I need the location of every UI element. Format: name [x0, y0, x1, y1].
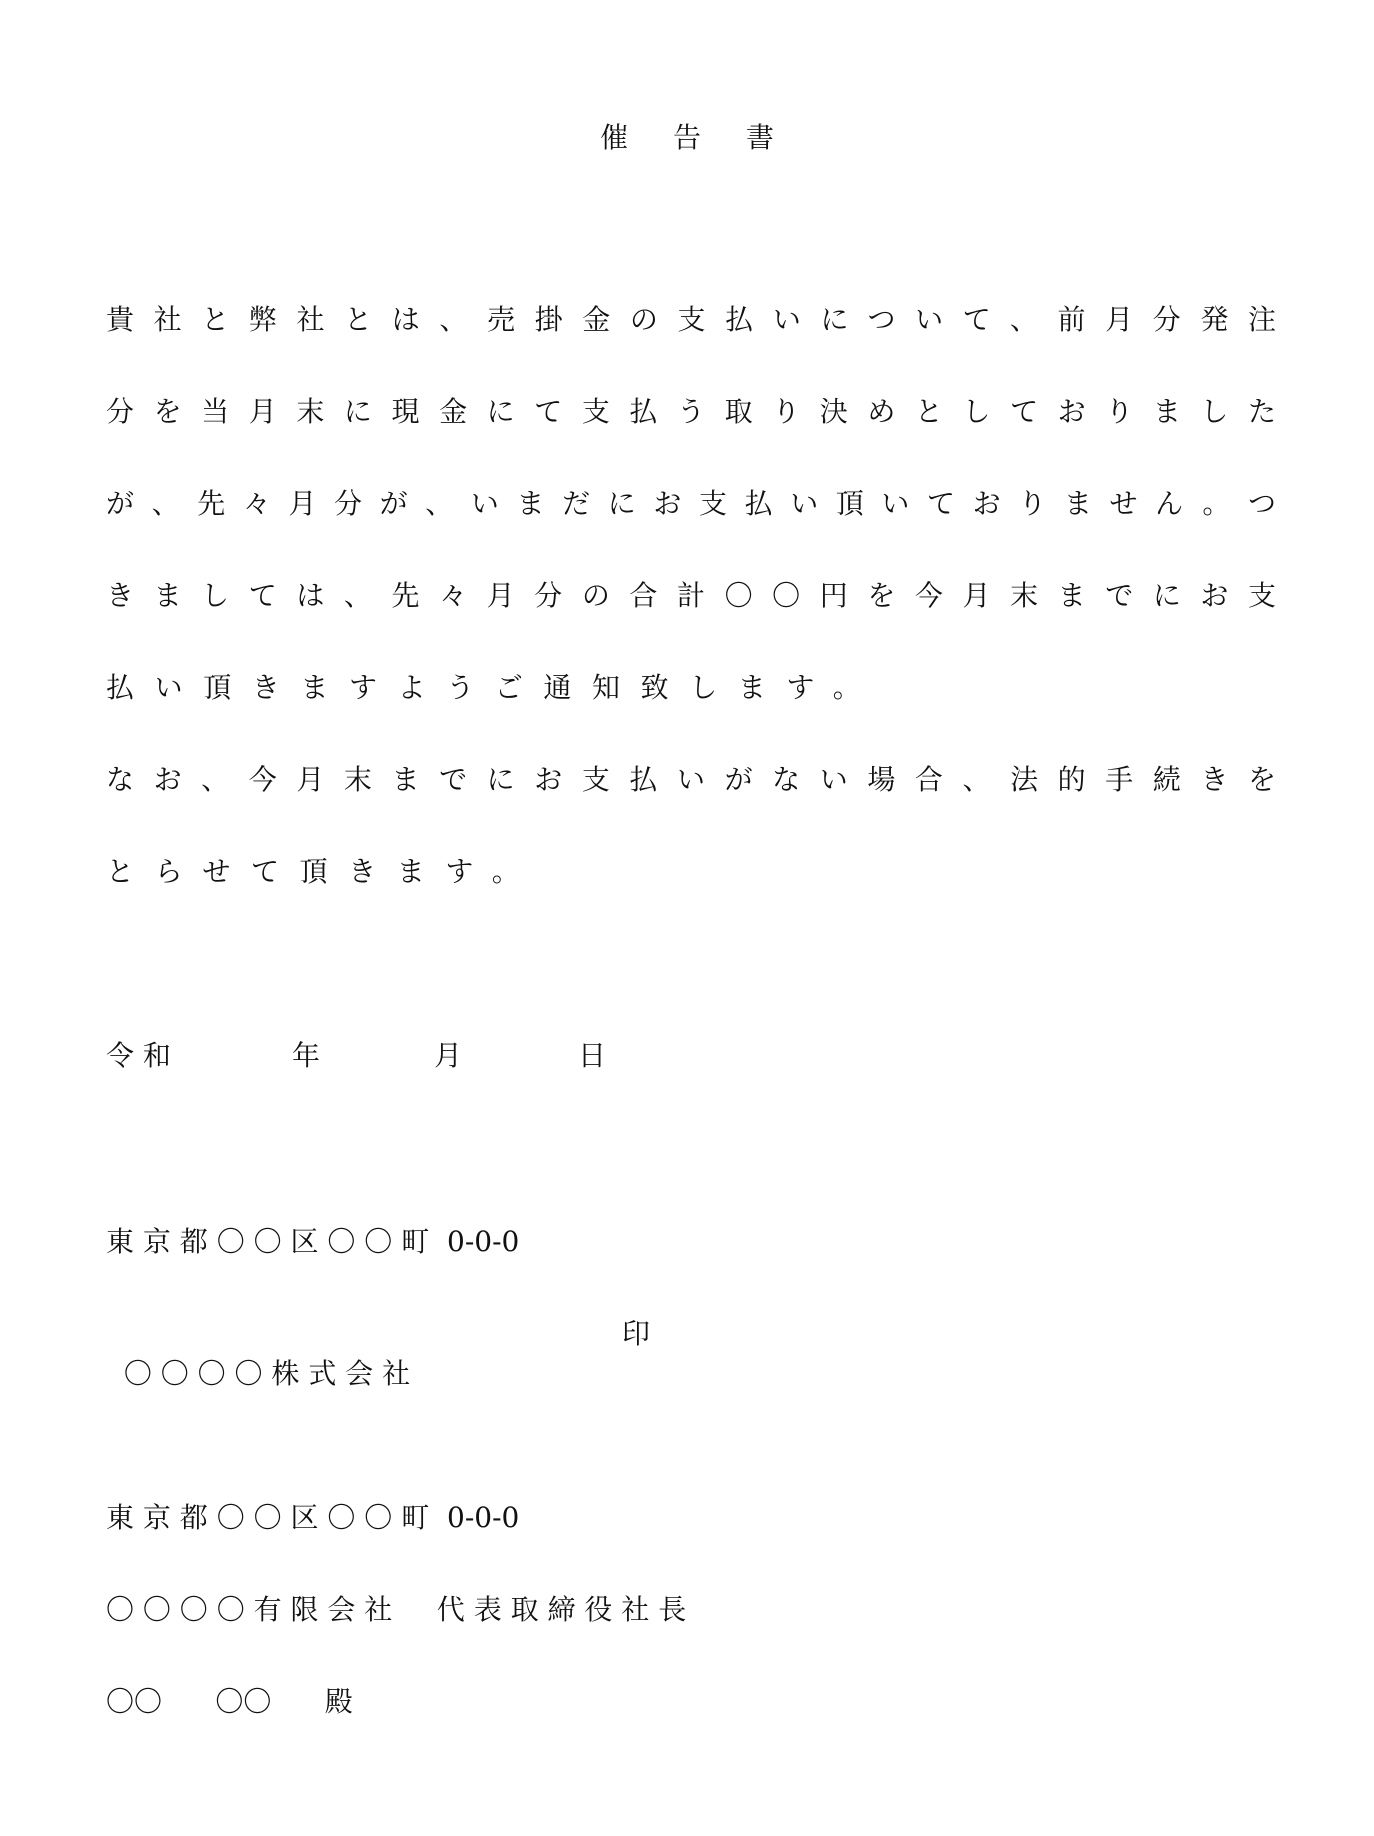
date-year: 年 — [292, 1039, 321, 1072]
seal-mark: 印 — [622, 1317, 651, 1350]
body-line-1: 貴社と弊社とは、売掛金の支払いについて、前月分発注 — [106, 303, 1276, 336]
body-line-3: が、先々月分が、いまだにお支払い頂いておりません。つ — [106, 487, 1276, 520]
recipient-name: 〇〇 〇〇 殿 — [106, 1685, 353, 1718]
date-month: 月 — [434, 1039, 463, 1072]
sender-address: 東 京 都 〇 〇 区 〇 〇 町 0-0-0 — [106, 1225, 520, 1258]
body-line-7: とらせて頂きます。 — [106, 855, 541, 888]
recipient-address: 東 京 都 〇 〇 区 〇 〇 町 0-0-0 — [106, 1501, 520, 1534]
date-era: 令 和 — [106, 1039, 171, 1072]
recipient-company-title: 〇 〇 〇 〇 有 限 会 社 代 表 取 締 役 社 長 — [106, 1593, 687, 1626]
sender-company: 〇 〇 〇 〇 株 式 会 社 — [123, 1357, 411, 1390]
body-line-4: きましては、先々月分の合計〇〇円を今月末までにお支 — [106, 579, 1276, 612]
body-line-2: 分を当月末に現金にて支払う取り決めとしておりました — [106, 395, 1276, 428]
document-title: 催 告 書 — [600, 121, 792, 154]
date-day: 日 — [578, 1039, 607, 1072]
date-line — [106, 1036, 706, 1076]
body-line-6: なお、今月末までにお支払いがない場合、法的手続きを — [106, 763, 1276, 796]
body-line-5: 払い頂きますようご通知致します。 — [106, 671, 882, 704]
sender-company-line — [106, 1314, 806, 1390]
